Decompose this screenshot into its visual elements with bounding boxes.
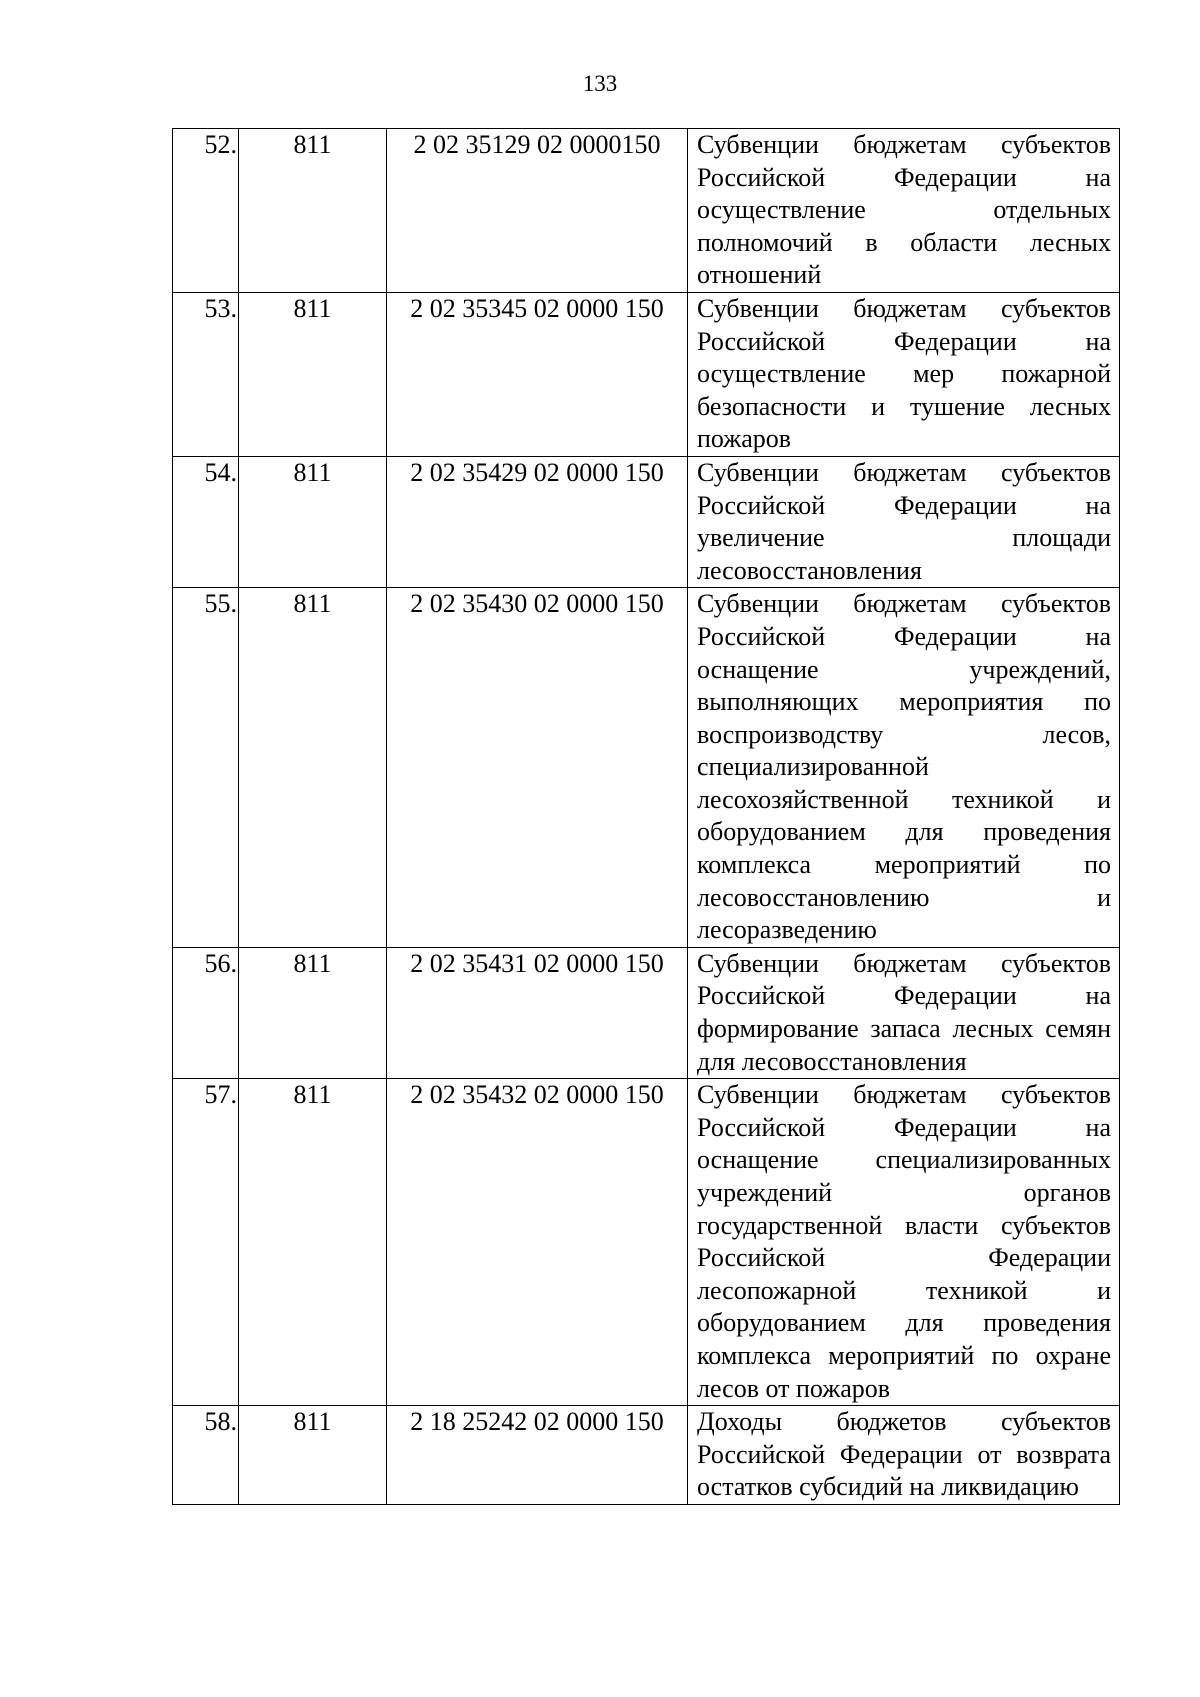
revenue-description: Субвенции бюджетам субъектов Российской Федерации на оснащение специализированных учреждений органов государственной власти субъектов Российской Федерации лесопожарной техникой и оборудованием для проведения комплекса мероприятий по охране лесов от пожаров	[688, 1079, 1120, 1406]
administrator-code: 811	[239, 129, 387, 293]
budget-classification-code: 2 02 35345 02 0000 150	[387, 292, 688, 456]
table-row	[173, 588, 1120, 948]
table-row	[173, 456, 1120, 587]
administrator-code: 811	[239, 947, 387, 1078]
revenue-description: Субвенции бюджетам субъектов Российской Федерации на формирование запаса лесных семян для лесовосстановления	[688, 947, 1120, 1078]
budget-classification-code: 2 02 35429 02 0000 150	[387, 456, 688, 587]
row-number: 52.	[173, 129, 239, 293]
table-row	[173, 1406, 1120, 1505]
revenue-codes-table	[172, 128, 1120, 1505]
table-row	[173, 1079, 1120, 1406]
budget-classification-code: 2 02 35129 02 0000150	[387, 129, 688, 293]
revenue-description: Субвенции бюджетам субъектов Российской Федерации на осуществление отдельных полномочий в области лесных отношений	[688, 129, 1120, 293]
budget-classification-code: 2 02 35432 02 0000 150	[387, 1079, 688, 1406]
administrator-code: 811	[239, 456, 387, 587]
revenue-description: Субвенции бюджетам субъектов Российской Федерации на оснащение учреждений, выполняющих мероприятия по воспроизводству лесов, специализированной лесохозяйственной техникой и оборудованием для проведения комплекса мероприятий по лесовосстановлению и лесоразведению	[688, 588, 1120, 948]
administrator-code: 811	[239, 292, 387, 456]
table-row	[173, 292, 1120, 456]
budget-classification-code: 2 18 25242 02 0000 150	[387, 1406, 688, 1505]
budget-classification-code: 2 02 35431 02 0000 150	[387, 947, 688, 1078]
budget-classification-code: 2 02 35430 02 0000 150	[387, 588, 688, 948]
row-number: 54.	[173, 456, 239, 587]
revenue-description: Субвенции бюджетам субъектов Российской Федерации на осуществление мер пожарной безопасности и тушение лесных пожаров	[688, 292, 1120, 456]
administrator-code: 811	[239, 588, 387, 948]
row-number: 55.	[173, 588, 239, 948]
revenue-description: Субвенции бюджетам субъектов Российской Федерации на увеличение площади лесовосстановления	[688, 456, 1120, 587]
row-number: 56.	[173, 947, 239, 1078]
revenue-description: Доходы бюджетов субъектов Российской Федерации от возврата остатков субсидий на ликвидацию	[688, 1406, 1120, 1505]
row-number: 58.	[173, 1406, 239, 1505]
table-row	[173, 947, 1120, 1078]
page-number: 133	[582, 71, 618, 96]
administrator-code: 811	[239, 1079, 387, 1406]
administrator-code: 811	[239, 1406, 387, 1505]
table-row	[173, 129, 1120, 293]
row-number: 53.	[173, 292, 239, 456]
row-number: 57.	[173, 1079, 239, 1406]
